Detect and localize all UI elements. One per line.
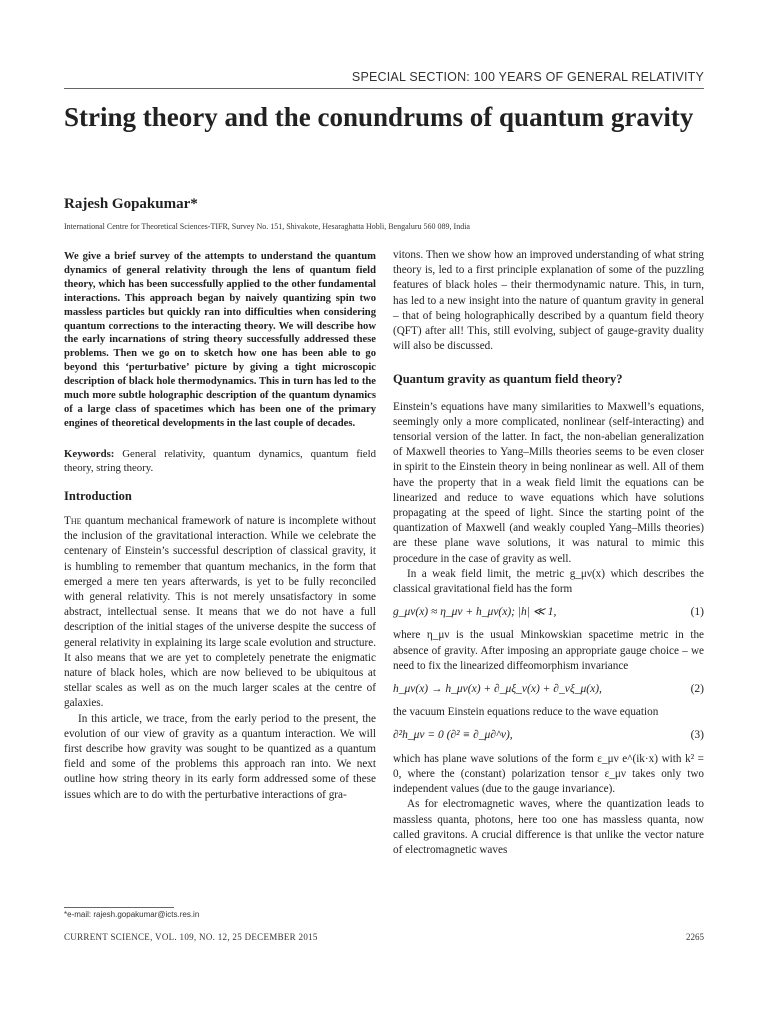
intro-dropcap: The (64, 514, 82, 527)
intro-paragraph-1 (64, 514, 376, 712)
right-paragraph-5: which has plane wave solutions of the form ε_μν e^(ik·x) with k² = 0, where the (constant) polarization tensor ε_μν takes only two independent values (due to the gauge invariance). (393, 752, 704, 796)
author-name: Rajesh Gopakumar* (64, 196, 198, 212)
section-heading-qg-qft: Quantum gravity as quantum field theory? (393, 372, 623, 387)
keywords (64, 447, 376, 475)
abstract: We give a brief survey of the attempts to understand the quantum dynamics of general relativity through the lens of quantum field theory, which has been successfully applied to the other fundamental interactions. This approach began by naively quantizing spin two massless particles but quickly ran into difficulties when considering quantum corrections to the interacting theory. We will describe how the early incarnations of string theory successfully addressed these problems. Then we go on to sketch how one has been able to go beyond this ‘perturbative’ picture by giving a tight microscopic description of black hole thermodynamics. This in turn has led to the much more subtle holographic description of the quantum dynamics of a large class of spacetimes which has been one of the primary engines of theoretical developments in the last couple of decades. (64, 251, 376, 429)
intro-paragraph-1-text: quantum mechanical framework of nature is incomplete without the inclusion of the gravitational interaction. While we celebrate the centenary of Einstein’s successful description of classical gravity, it is humbling to remember that quantum mechanics, in the form that emerged a mere ten years afterwards, is yet to be fully reconciled with general relativity. This is not merely unsatisfactory in some abstract, intellectual sense. It means that we do not have a full description of the initial stages of the universe despite the success of general relativity in explaining its large scale evolution and structure. It also means that we are yet to completely penetrate the enigmatic nature of black holes, which are now believed to be ubiquitous at stellar scales as well as on the much larger scales at the centre of galaxies. (64, 514, 376, 710)
article-title: String theory and the conundrums of quantum gravity (64, 102, 694, 132)
journal-footer: CURRENT SCIENCE, VOL. 109, NO. 12, 25 DECEMBER 2015 (64, 932, 318, 942)
equation-1-number: (1) (690, 606, 704, 619)
right-paragraph-6: As for electromagnetic waves, where the quantization leads to massless quanta, photons, here too one has massless quanta, now called gravitons. A crucial difference is that unlike the vector nature of electromagnetic waves (393, 798, 704, 856)
left-column (64, 250, 376, 803)
right-paragraph-2: In a weak field limit, the metric g_μν(x) which describes the classical gravitational field has the form (393, 567, 704, 596)
section-heading-introduction: Introduction (64, 488, 132, 503)
header-rule (64, 88, 704, 89)
keywords-label: Keywords: (64, 447, 115, 460)
equation-3-number: (3) (690, 729, 704, 742)
footnote-rule (64, 907, 174, 908)
page-number: 2265 (686, 932, 704, 942)
right-paragraph-0: vitons. Then we show how an improved understanding of what string theory is, led to a first principle explanation of some of the puzzling features of black holes – their thermodynamic nature. This, in turn, has led to a new insight into the nature of quantum gravity in general – that of being holographically described by a quantum field theory (QFT) after all! This, still evolving, subject of gauge-gravity duality will also be discussed. (393, 249, 704, 353)
equation-2 (393, 682, 704, 697)
right-paragraph-3: where η_μν is the usual Minkowskian spacetime metric in the absence of gravity. After imposing an appropriate gauge choice – we need to fix the linearized diffeomorphism invariance (393, 629, 704, 672)
section-header: SPECIAL SECTION: 100 YEARS OF GENERAL RELATIVITY (351, 70, 704, 84)
right-paragraph-1: Einstein’s equations have many similarities to Maxwell’s equations, seemingly only a more complicated, nonlinear (self-interacting) and tensorial version of the latter. In fact, the non-abelian generalization of Maxwell theories to Yang–Mills theories seems to be even closer in spirit to the Einstein theory in being nonlinear as well. All of them have the property that in a weak field limit the equations can be linearized and reduce to wave equations which have solutions propagating at the speed of light. Since the starting point of the quantization of Maxwell (and weakly coupled Yang–Mills theories) are these plane wave solutions, it was natural to mimic this procedure in the case of gravity as well. (393, 400, 704, 565)
affiliation: International Centre for Theoretical Sciences-TIFR, Survey No. 151, Shivakote, Hesaraghatta Hobli, Bengaluru 560 089, India (64, 222, 470, 231)
equation-2-number: (2) (690, 683, 704, 696)
footnote-email: *e-mail: rajesh.gopakumar@icts.res.in (64, 910, 200, 919)
equation-2-body: h_μν(x) → h_μν(x) + ∂_μξ_ν(x) + ∂_νξ_μ(x), (393, 683, 602, 696)
intro-paragraph-2: In this article, we trace, from the early period to the present, the evolution of our view of gravity as a quantum interaction. We will first describe how gravity was sought to be quantized as a quantum field and some of the problems this approach ran into. We next outline how string theory in its early form addressed some of these issues which are to do with the perturbative interactions of gra- (64, 712, 376, 801)
equation-3-body: ∂²h_μν = 0 (∂² ≡ ∂_μ∂^ν), (393, 729, 513, 742)
right-column (393, 248, 704, 858)
keywords-text: General relativity, quantum dynamics, quantum field theory, string theory. (64, 447, 376, 474)
equation-1-body: g_μν(x) ≈ η_μν + h_μν(x); |h| ≪ 1, (393, 606, 557, 619)
right-paragraph-4: the vacuum Einstein equations reduce to the wave equation (393, 706, 659, 719)
equation-3 (393, 728, 704, 743)
equation-1 (393, 605, 704, 620)
